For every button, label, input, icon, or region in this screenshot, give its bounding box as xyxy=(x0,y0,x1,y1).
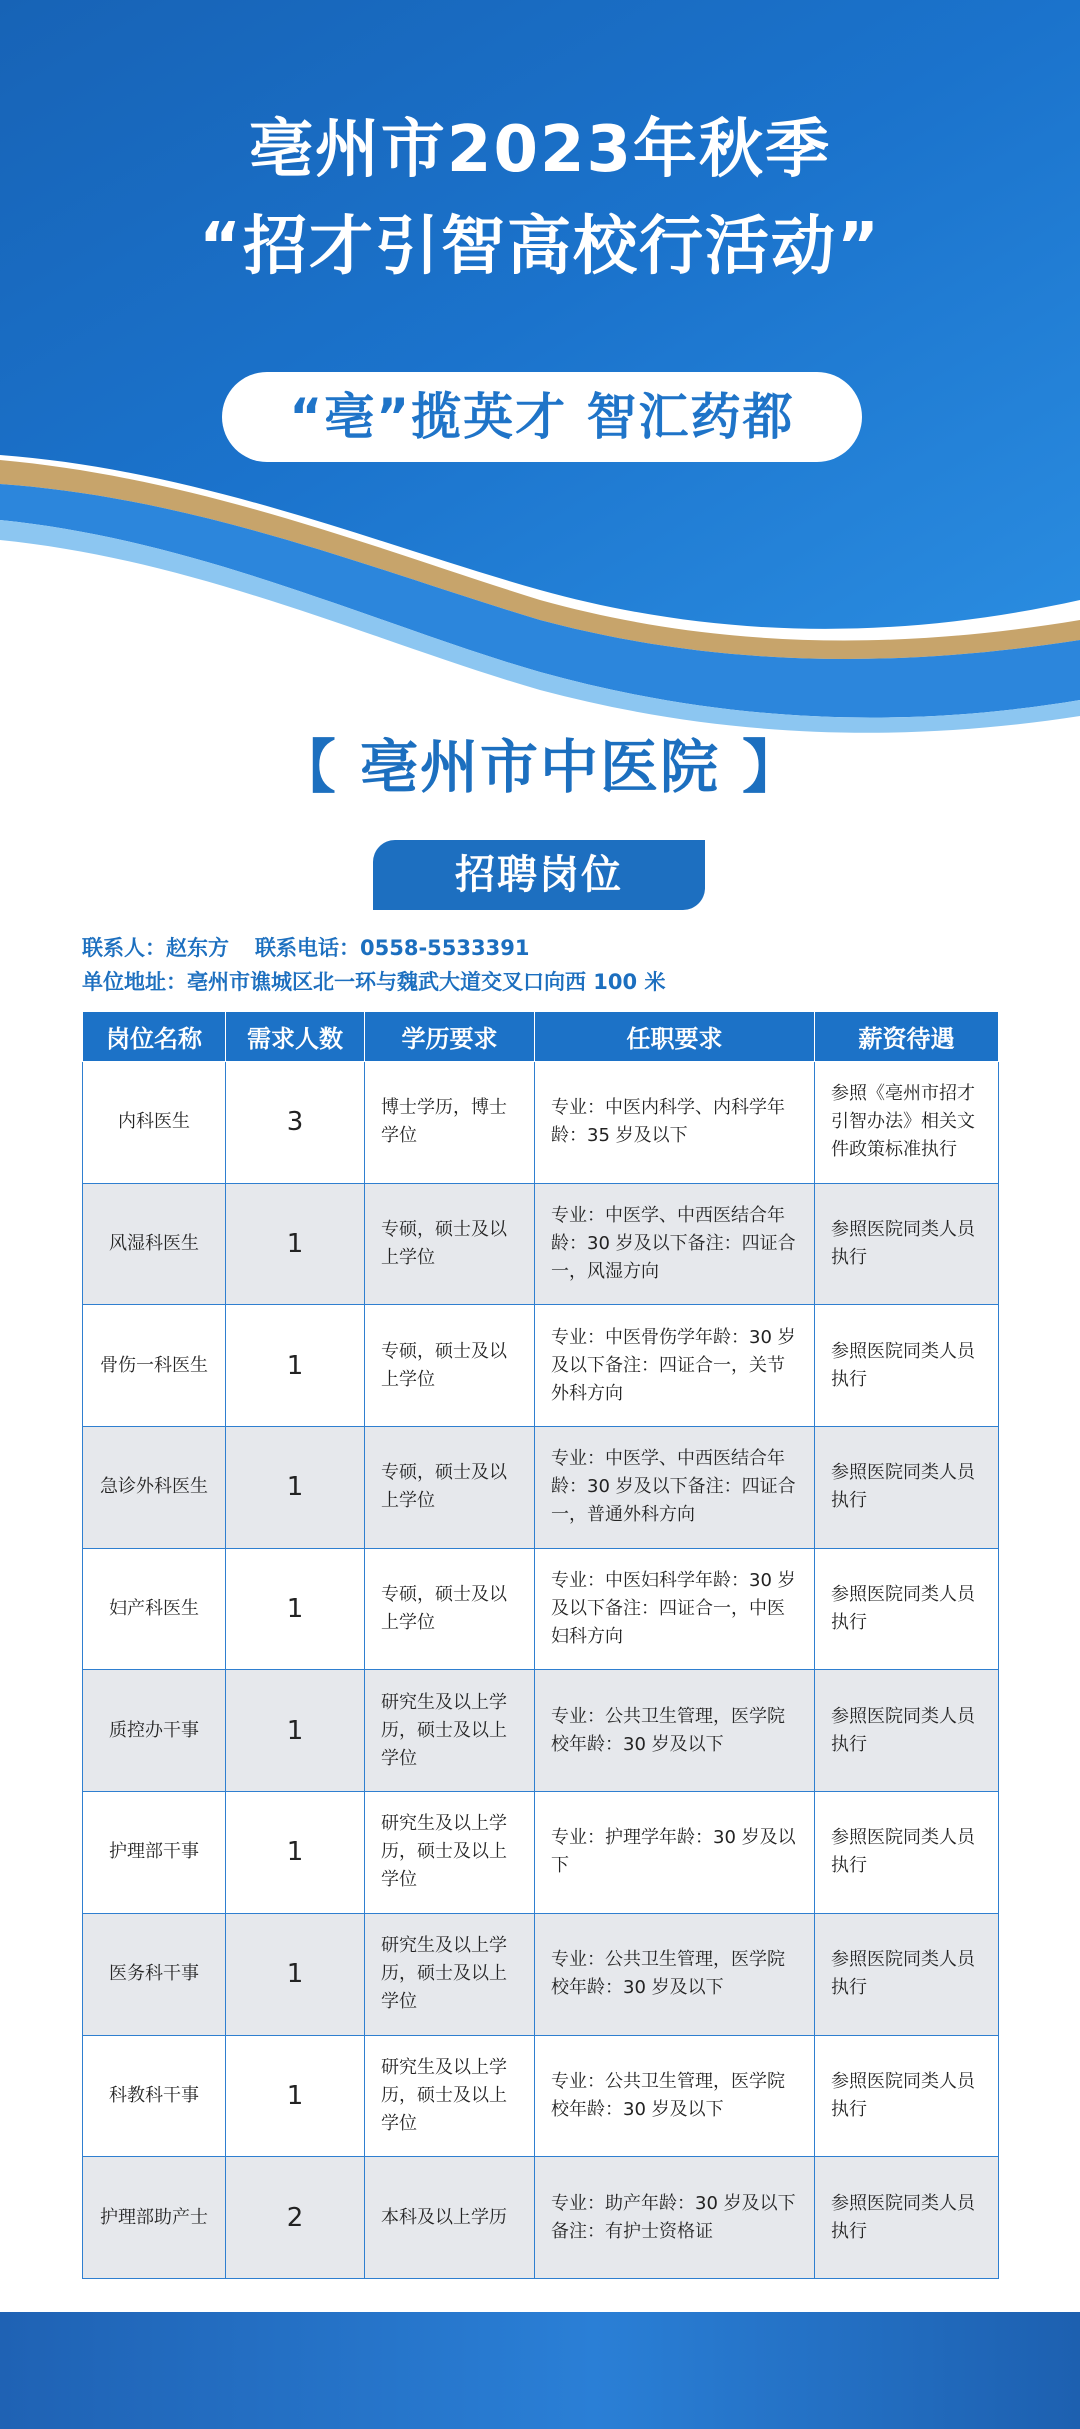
cell-salary: 参照医院同类人员执行 xyxy=(815,1183,999,1305)
cell-education: 研究生及以上学历，硕士及以上学位 xyxy=(365,1670,535,1792)
cell-requirements: 专业：护理学年龄：30 岁及以下 xyxy=(535,1792,815,1914)
header-requirements: 任职要求 xyxy=(535,1012,815,1062)
table-header-row xyxy=(83,1012,999,1062)
cell-count: 1 xyxy=(226,1548,365,1670)
cell-position: 护理部干事 xyxy=(83,1792,226,1914)
cell-education: 博士学历，博士学位 xyxy=(365,1062,535,1184)
cell-education: 专硕，硕士及以上学位 xyxy=(365,1548,535,1670)
address-text: 亳州市谯城区北一环与魏武大道交叉口向西 100 米 xyxy=(187,970,666,994)
cell-salary: 参照医院同类人员执行 xyxy=(815,1427,999,1549)
contact-person-label: 联系人： xyxy=(82,936,166,960)
cell-position: 妇产科医生 xyxy=(83,1548,226,1670)
table-row xyxy=(83,1792,999,1914)
cell-count: 1 xyxy=(226,1427,365,1549)
contact-phone: 0558-5533391 xyxy=(360,936,530,960)
cell-requirements: 专业：公共卫生管理，医学院校年龄：30 岁及以下 xyxy=(535,1670,815,1792)
cell-requirements: 专业：公共卫生管理，医学院校年龄：30 岁及以下 xyxy=(535,2035,815,2157)
cell-requirements: 专业：公共卫生管理，医学院校年龄：30 岁及以下 xyxy=(535,1913,815,2035)
banner-wave-graphic xyxy=(0,0,1080,740)
cell-salary: 参照医院同类人员执行 xyxy=(815,1670,999,1792)
cell-education: 研究生及以上学历，硕士及以上学位 xyxy=(365,1913,535,2035)
header-position: 岗位名称 xyxy=(83,1012,226,1062)
cell-count: 1 xyxy=(226,1183,365,1305)
cell-count: 2 xyxy=(226,2157,365,2279)
table-row xyxy=(83,1183,999,1305)
jobs-table xyxy=(82,1011,999,2279)
table-row xyxy=(83,1548,999,1670)
cell-salary: 参照医院同类人员执行 xyxy=(815,1792,999,1914)
cell-requirements: 专业：中医学、中西医结合年龄：30 岁及以下备注：四证合一，普通外科方向 xyxy=(535,1427,815,1549)
table-row xyxy=(83,2157,999,2279)
cell-salary: 参照医院同类人员执行 xyxy=(815,2035,999,2157)
header-salary: 薪资待遇 xyxy=(815,1012,999,1062)
page-title-line-2: “招才引智高校行活动” xyxy=(198,210,882,284)
address-line xyxy=(82,968,665,996)
table-row xyxy=(83,1913,999,2035)
cell-education: 专硕，硕士及以上学位 xyxy=(365,1427,535,1549)
footer-band xyxy=(0,2312,1080,2429)
section-tag: 招聘岗位 xyxy=(373,840,705,910)
cell-count: 1 xyxy=(226,1670,365,1792)
cell-count: 1 xyxy=(226,1305,365,1427)
cell-salary: 参照医院同类人员执行 xyxy=(815,1305,999,1427)
cell-salary: 参照医院同类人员执行 xyxy=(815,1548,999,1670)
cell-salary: 参照医院同类人员执行 xyxy=(815,2157,999,2279)
cell-requirements: 专业：中医内科学、内科学年龄：35 岁及以下 xyxy=(535,1062,815,1184)
contact-line xyxy=(82,934,529,962)
cell-position: 护理部助产士 xyxy=(83,2157,226,2279)
cell-position: 急诊外科医生 xyxy=(83,1427,226,1549)
cell-position: 医务科干事 xyxy=(83,1913,226,2035)
address-label: 单位地址： xyxy=(82,970,187,994)
table-row xyxy=(83,2035,999,2157)
cell-salary: 参照《亳州市招才引智办法》相关文件政策标准执行 xyxy=(815,1062,999,1184)
cell-position: 内科医生 xyxy=(83,1062,226,1184)
table-row xyxy=(83,1670,999,1792)
cell-requirements: 专业：中医妇科学年龄：30 岁及以下备注：四证合一，中医妇科方向 xyxy=(535,1548,815,1670)
cell-position: 骨伤一科医生 xyxy=(83,1305,226,1427)
table-row xyxy=(83,1062,999,1184)
cell-salary: 参照医院同类人员执行 xyxy=(815,1913,999,2035)
cell-count: 1 xyxy=(226,2035,365,2157)
cell-count: 1 xyxy=(226,1913,365,2035)
cell-count: 1 xyxy=(226,1792,365,1914)
cell-education: 专硕，硕士及以上学位 xyxy=(365,1305,535,1427)
cell-education: 本科及以上学历 xyxy=(365,2157,535,2279)
cell-position: 质控办干事 xyxy=(83,1670,226,1792)
header-count: 需求人数 xyxy=(226,1012,365,1062)
cell-education: 专硕，硕士及以上学位 xyxy=(365,1183,535,1305)
header-education: 学历要求 xyxy=(365,1012,535,1062)
header-banner xyxy=(0,0,1080,740)
table-row xyxy=(83,1427,999,1549)
contact-person: 赵东方 xyxy=(166,936,229,960)
cell-requirements: 专业：中医学、中西医结合年龄：30 岁及以下备注：四证合一，风湿方向 xyxy=(535,1183,815,1305)
cell-requirements: 专业：助产年龄：30 岁及以下备注：有护士资格证 xyxy=(535,2157,815,2279)
contact-phone-label: 联系电话： xyxy=(255,936,360,960)
cell-education: 研究生及以上学历，硕士及以上学位 xyxy=(365,2035,535,2157)
cell-position: 风湿科医生 xyxy=(83,1183,226,1305)
table-row xyxy=(83,1305,999,1427)
slogan-pill: “亳”揽英才 智汇药都 xyxy=(222,372,862,462)
cell-education: 研究生及以上学历，硕士及以上学位 xyxy=(365,1792,535,1914)
page-title-line-1: 亳州市2023年秋季 xyxy=(248,113,832,187)
hospital-name: 【 亳州市中医院 】 xyxy=(277,733,803,801)
cell-position: 科教科干事 xyxy=(83,2035,226,2157)
cell-requirements: 专业：中医骨伤学年龄：30 岁及以下备注：四证合一，关节外科方向 xyxy=(535,1305,815,1427)
cell-count: 3 xyxy=(226,1062,365,1184)
